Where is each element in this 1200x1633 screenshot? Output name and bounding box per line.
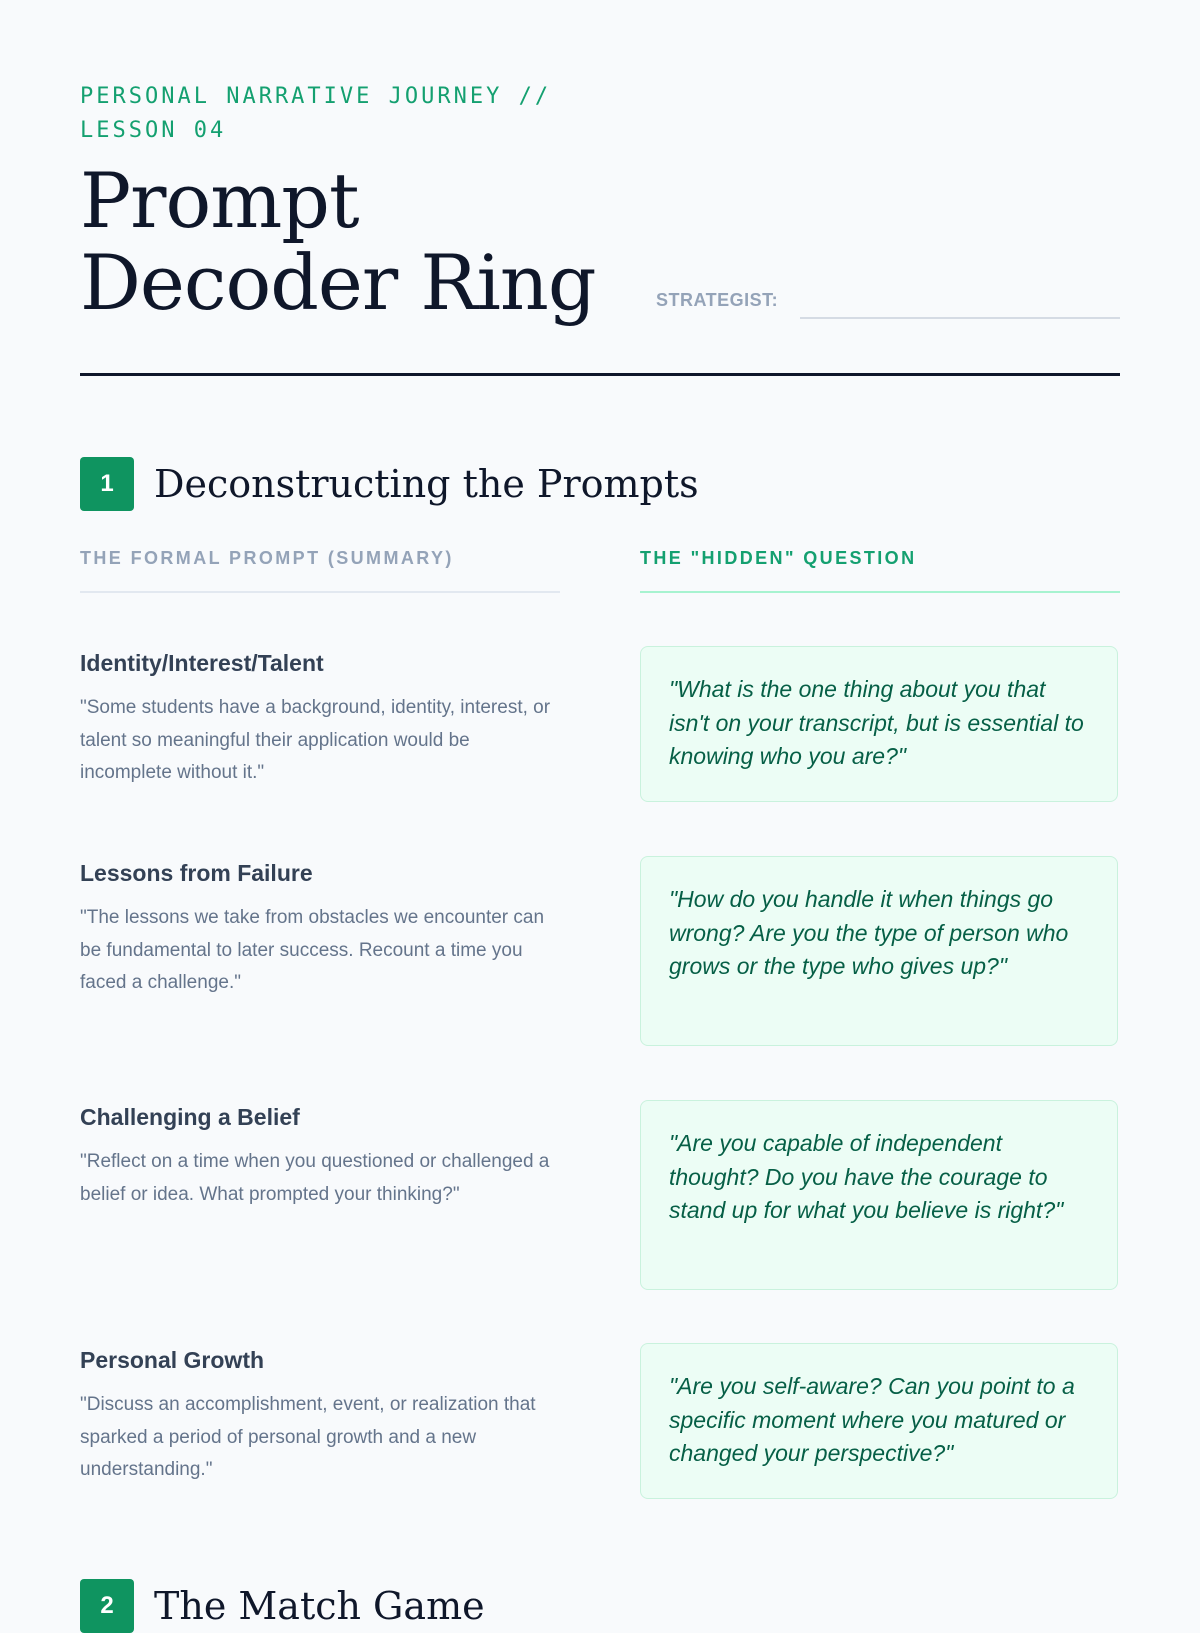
formal-prompt (80, 858, 560, 1000)
prompt-title: Lessons from Failure (80, 860, 313, 886)
header-divider (80, 373, 1120, 376)
prompt-title: Challenging a Belief (80, 1104, 300, 1130)
hidden-question-column-header: THE "HIDDEN" QUESTION (640, 548, 1120, 593)
formal-prompt-column-header: THE FORMAL PROMPT (SUMMARY) (80, 548, 560, 593)
hidden-question-card: "How do you handle it when things go wrong? Are you the type of person who grows or the type who gives up?" (640, 856, 1118, 1046)
section-1-title: Deconstructing the Prompts (154, 462, 699, 506)
section-2-title: The Match Game (154, 1584, 485, 1628)
formal-prompt (80, 1102, 560, 1211)
prompt-summary: "Some students have a background, identity, interest, or talent so meaningful their application would be incomplete without it." (80, 697, 551, 783)
formal-prompt (80, 1345, 560, 1487)
page-title-line-2: Decoder Ring (80, 238, 596, 327)
prompt-title: Personal Growth (80, 1347, 265, 1373)
section-1-heading (80, 457, 1120, 511)
strategist-label: STRATEGIST: (656, 290, 779, 310)
prompt-summary: "Reflect on a time when you questioned or challenged a belief or idea. What prompted your thinking?" (80, 1151, 550, 1205)
prompt-title: Identity/Interest/Talent (80, 650, 324, 676)
worksheet-page (80, 0, 1120, 1628)
hidden-question-card: "Are you capable of independent thought? Do you have the courage to stand up for what you believe is right?" (640, 1100, 1118, 1290)
prompt-summary: "The lessons we take from obstacles we encounter can be fundamental to later success. Recount a time you faced a challenge." (80, 907, 545, 993)
section-2-number-badge: 2 (80, 1579, 134, 1633)
lesson-eyebrow: PERSONAL NARRATIVE JOURNEY // LESSON 04 (80, 84, 552, 143)
strategist-field[interactable] (656, 286, 1120, 320)
strategist-input-line[interactable] (800, 317, 1120, 319)
formal-prompt (80, 648, 560, 790)
hidden-question-card: "What is the one thing about you that isn't on your transcript, but is essential to knowing who you are?" (640, 646, 1118, 802)
hidden-question-card: "Are you self-aware? Can you point to a specific moment where you matured or changed your perspective?" (640, 1343, 1118, 1499)
section-2-heading (80, 1579, 1120, 1633)
section-1-number-badge: 1 (80, 457, 134, 511)
page-title (80, 156, 640, 327)
prompt-summary: "Discuss an accomplishment, event, or realization that sparked a period of personal growth and a new understanding." (80, 1394, 536, 1480)
page-title-line-1: Prompt (80, 156, 359, 245)
